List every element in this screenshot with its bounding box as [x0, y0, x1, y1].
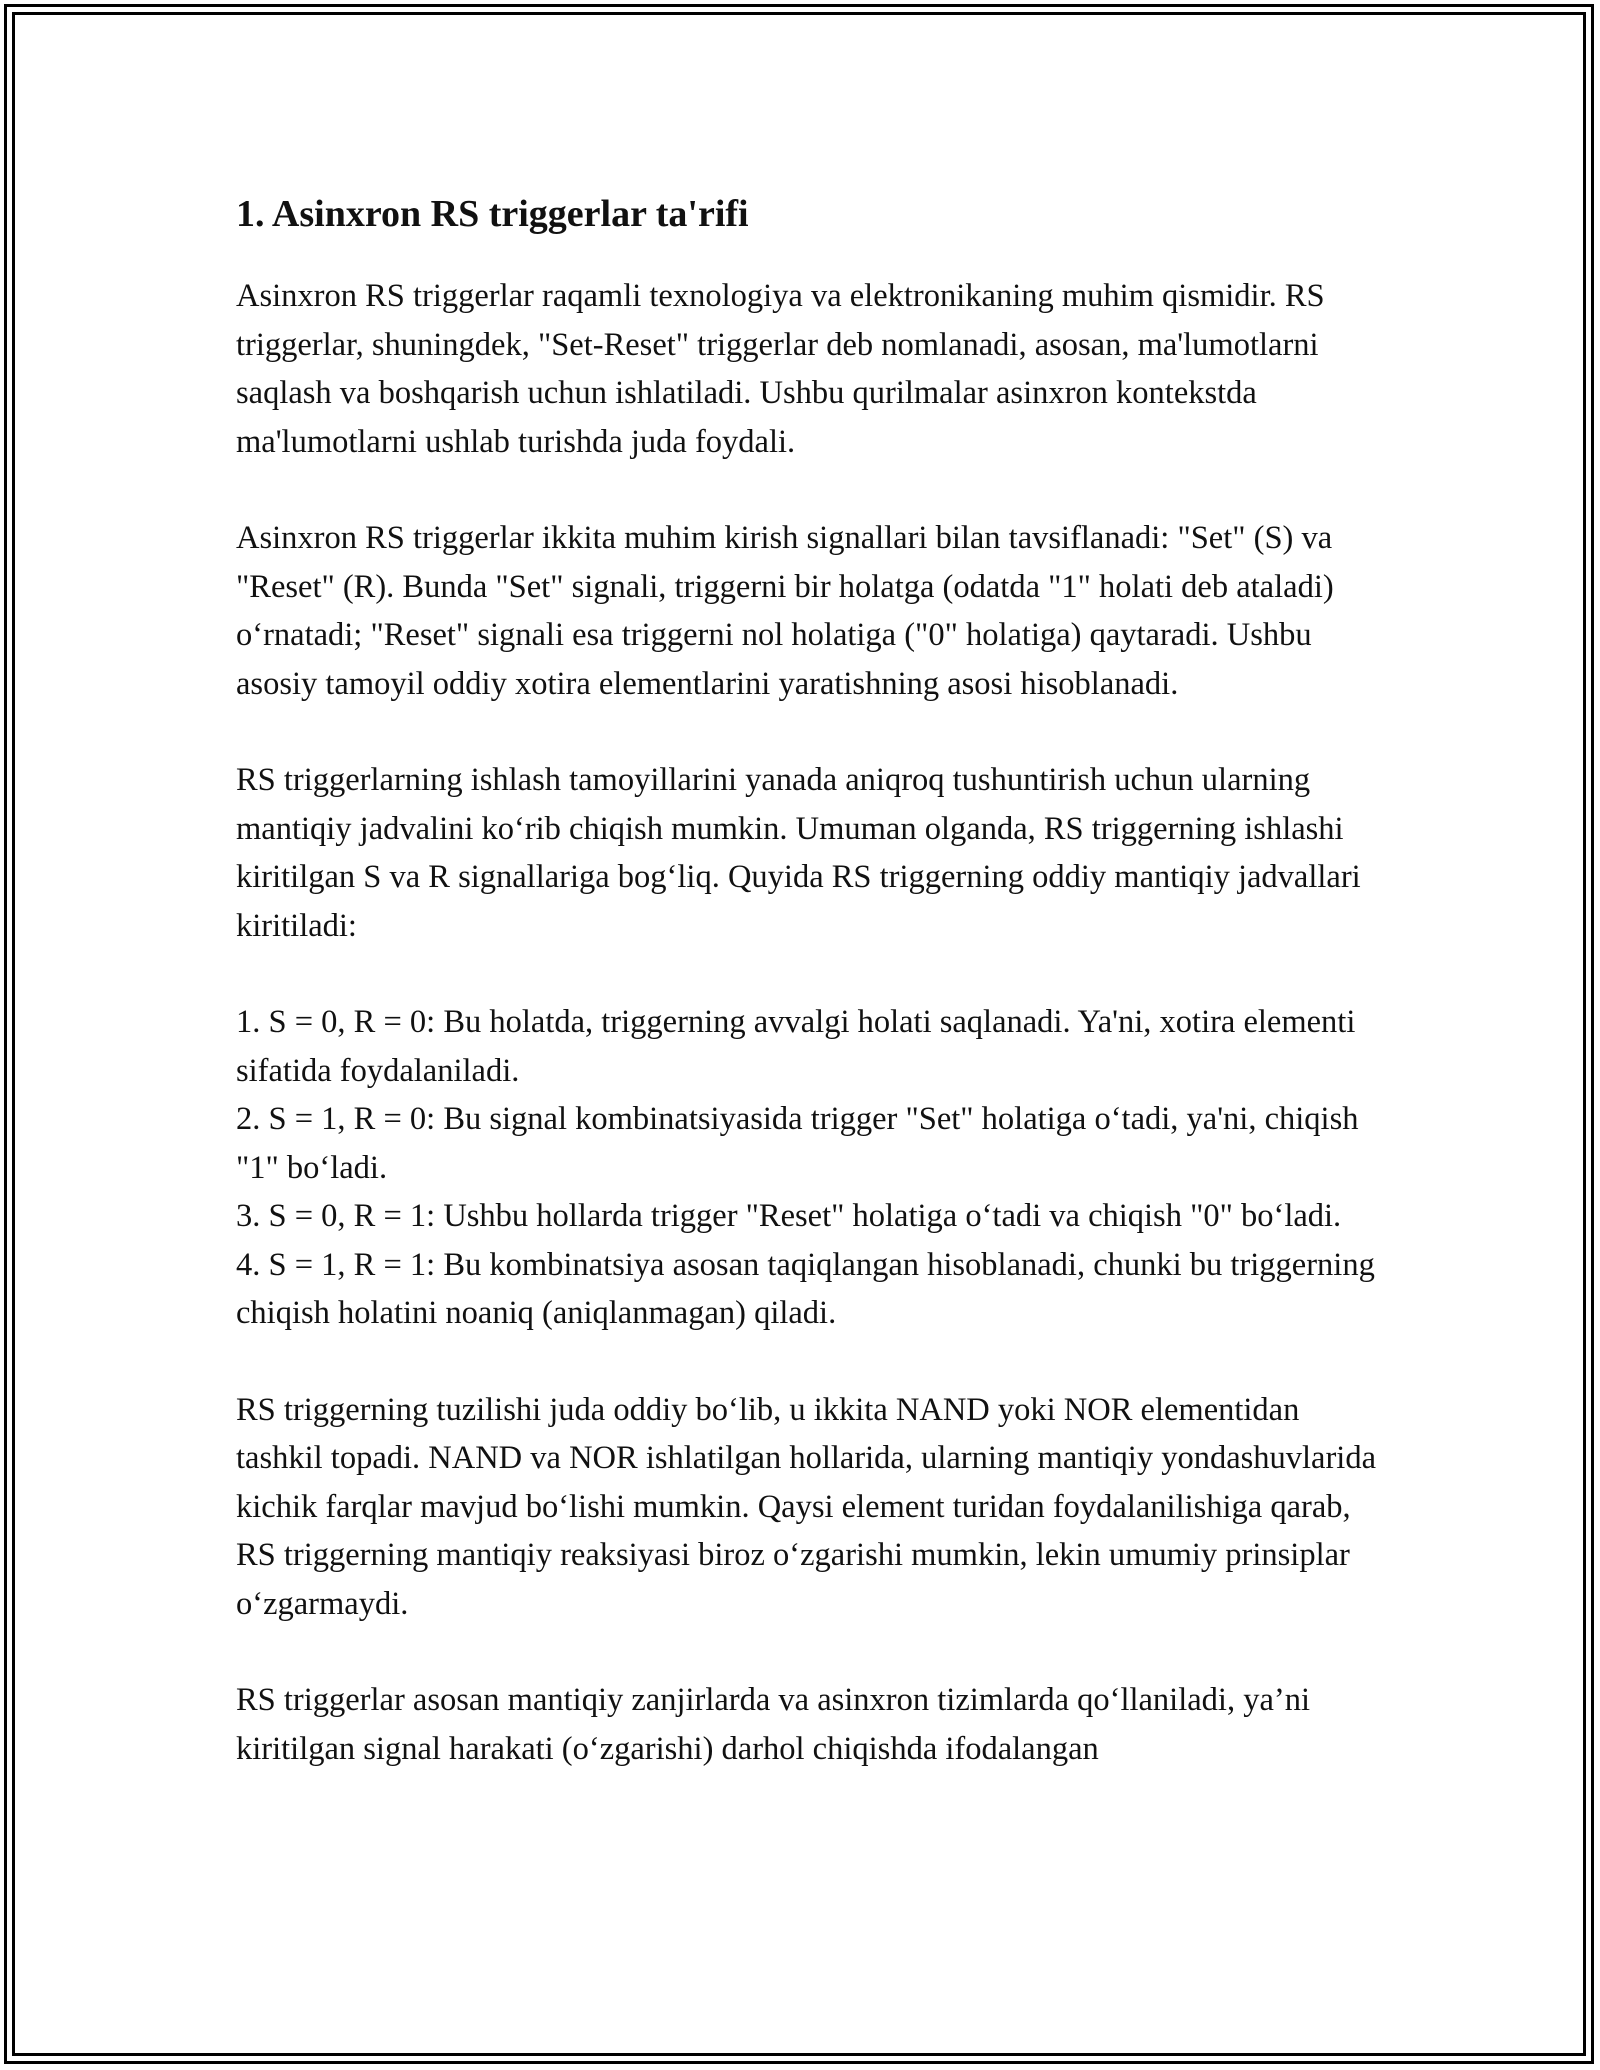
list-item: 2. S = 1, R = 0: Bu signal kombinatsiyasida trigger "Set" holatiga o‘tadi, ya'ni, chiqish "1" bo‘ladi.	[236, 1101, 1359, 1186]
section-heading: 1. Asinxron RS triggerlar ta'rifi	[236, 193, 749, 235]
paragraph-intro: Asinxron RS triggerlar raqamli texnologiya va elektronikaning muhim qismidir. RS triggerlar, shuningdek, "Set-Reset" triggerlar deb nomlanadi, asosan, ma'lumotlarni saqlash va boshqarish uchun ishlatiladi. Ushbu qurilmalar asinxron kontekstda ma'lumotlarni ushlab turishda juda foydali.	[236, 278, 1325, 460]
list-item: 4. S = 1, R = 1: Bu kombinatsiya asosan taqiqlangan hisoblanadi, chunki bu triggerning chiqish holatini noaniq (aniqlanmagan) qiladi.	[236, 1246, 1375, 1331]
list-item: 1. S = 0, R = 0: Bu holatda, triggerning avvalgi holati saqlanadi. Ya'ni, xotira elementi sifatida foydalaniladi.	[236, 1004, 1356, 1089]
paragraph-signals: Asinxron RS triggerlar ikkita muhim kirish signallari bilan tavsiflanadi: "Set" (S) va "Reset" (R). Bunda "Set" signali, triggerni bir holatga (odatda "1" holati deb ataladi) o‘rnatadi; "Reset" signali esa triggerni nol holatiga ("0" holatiga) qaytaradi. Ushbu asosiy tamoyil oddiy xotira elementlarini yaratishning asosi hisoblanadi.	[236, 520, 1334, 702]
paragraph-applications: RS triggerlar asosan mantiqiy zanjirlarda va asinxron tizimlarda qo‘llaniladi, ya’ni kiritilgan signal harakati (o‘zgarishi) darhol chiqishda ifodalangan	[236, 1682, 1310, 1767]
list-item: 3. S = 0, R = 1: Ushbu hollarda trigger "Reset" holatiga o‘tadi va chiqish "0" bo‘ladi.	[236, 1198, 1342, 1234]
paragraph-structure: RS triggerning tuzilishi juda oddiy bo‘lib, u ikkita NAND yoki NOR elementidan tashkil topadi. NAND va NOR ishlatilgan hollarida, ularning mantiqiy yondashuvlarida kichik farqlar mavjud bo‘lishi mumkin. Qaysi element turidan foydalanilishiga qarab, RS triggerning mantiqiy reaksiyasi biroz o‘zgarishi mumkin, lekin umumiy prinsiplar o‘zgarmaydi.	[236, 1391, 1377, 1622]
paragraph-truth-table-intro: RS triggerlarning ishlash tamoyillarini yanada aniqroq tushuntirish uchun ularning mantiqiy jadvalini ko‘rib chiqish mumkin. Umuman olganda, RS triggerning ishlashi kiritilgan S va R signallariga bog‘liq. Quyida RS triggerning oddiy mantiqiy jadvallari kiritiladi:	[236, 762, 1361, 944]
document-body	[236, 184, 1376, 1821]
